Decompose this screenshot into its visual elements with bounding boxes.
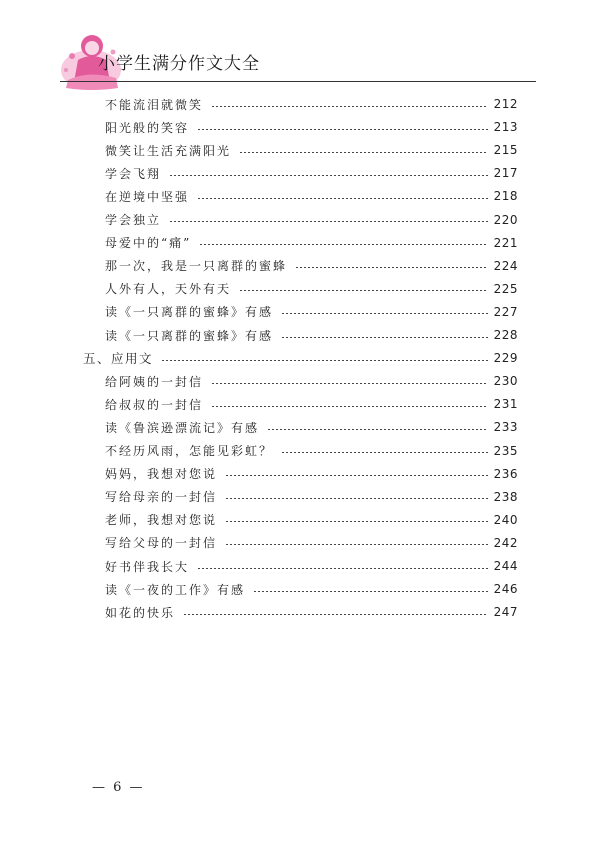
header-divider: [60, 81, 536, 82]
dot-leader: [197, 198, 488, 199]
toc-entry-title: 写给母亲的一封信: [105, 490, 218, 505]
toc-entry-title: 老师，我想对您说: [105, 513, 218, 528]
toc-entry: [105, 279, 518, 299]
toc-entry-page: 240: [493, 512, 518, 527]
toc-entry-page: 235: [493, 443, 518, 458]
dot-leader: [281, 313, 488, 314]
toc-entry-title: 读《一夜的工作》有感: [105, 582, 246, 597]
toc-entry-page: 218: [493, 189, 518, 204]
toc-entry: [105, 186, 518, 206]
dot-leader: [281, 452, 488, 453]
dot-leader: [295, 267, 488, 268]
toc-entry-page: 217: [493, 166, 518, 181]
toc-entry: [105, 487, 518, 507]
toc-entry: [105, 140, 518, 160]
toc-entry-page: 213: [493, 120, 518, 135]
toc-entry-page: 227: [493, 304, 518, 319]
toc-entry-title: 好书伴我长大: [105, 559, 190, 574]
page-number: — 6 —: [92, 780, 145, 795]
page-header: [0, 0, 595, 95]
toc-entry: [105, 464, 518, 484]
toc-entry-page: 244: [493, 559, 518, 573]
toc-entry-title: 妈妈，我想对您说: [105, 467, 218, 482]
toc-entry-title: 微笑让生活充满阳光: [105, 143, 232, 158]
dot-leader: [197, 568, 488, 569]
toc-entry: [105, 256, 518, 276]
toc-entry: [105, 233, 518, 253]
toc-entry-page: 215: [493, 143, 518, 158]
dot-leader: [197, 129, 488, 130]
toc-entry-title: 读《一只离群的蜜蜂》有感: [105, 328, 274, 343]
toc-entry-page: 225: [493, 281, 518, 296]
dot-leader: [169, 221, 488, 222]
toc-entry-title: 学会独立: [105, 213, 162, 227]
dot-leader: [211, 406, 488, 407]
toc-entry: [105, 441, 518, 461]
toc-entry-page: 212: [493, 97, 518, 111]
toc-entry: [105, 302, 518, 322]
toc-entry: [105, 163, 518, 183]
toc-entry-page: 229: [493, 351, 518, 366]
dot-leader: [225, 498, 488, 499]
toc-entry-page: 246: [493, 582, 518, 597]
toc-entry-title: 五、应用文: [83, 351, 154, 367]
toc-entry-page: 228: [493, 328, 518, 342]
toc-entry-page: 230: [493, 374, 518, 389]
toc-entry: [105, 556, 518, 576]
toc-entry-title: 写给父母的一封信: [105, 536, 218, 551]
dot-leader: [225, 475, 488, 476]
toc-entry-title: 如花的快乐: [105, 605, 176, 620]
toc-entry: [105, 210, 518, 230]
book-title: 小学生满分作文大全: [98, 54, 260, 74]
dot-leader: [239, 152, 488, 153]
dot-leader: [211, 106, 488, 107]
toc-entry-title: 阳光般的笑容: [105, 120, 190, 135]
toc-entry: [105, 510, 518, 530]
dot-leader: [169, 175, 488, 176]
toc-entry-title: 学会飞翔: [105, 166, 162, 181]
dot-leader: [225, 521, 488, 522]
toc-entry-page: 221: [493, 235, 518, 250]
toc-entry-page: 233: [493, 420, 518, 435]
toc-entry-title: 在逆境中坚强: [105, 189, 190, 204]
toc-entry-title: 母爱中的“痛”: [105, 236, 192, 251]
toc-section: [83, 348, 518, 368]
dot-leader: [239, 290, 488, 291]
toc-entry-title: 给叔叔的一封信: [105, 397, 204, 412]
toc-entry-page: 242: [493, 535, 518, 550]
toc-entry-title: 人外有人，天外有天: [105, 282, 232, 297]
toc-entry: [105, 117, 518, 137]
toc-entry-page: 224: [493, 258, 518, 273]
dot-leader: [183, 614, 488, 615]
toc-entry-title: 不经历风雨，怎能见彩虹？: [105, 444, 274, 458]
toc-entry: [105, 394, 518, 414]
toc-entry: [105, 579, 518, 599]
toc-entry-title: 读《一只离群的蜜蜂》有感: [105, 305, 274, 320]
toc-entry-page: 238: [493, 489, 518, 504]
dot-leader: [161, 360, 488, 361]
toc-entry: [105, 325, 518, 345]
toc-entry-title: 读《鲁滨逊漂流记》有感: [105, 420, 260, 435]
toc-entry-page: 231: [493, 397, 518, 412]
toc-entry-page: 247: [493, 605, 518, 620]
dot-leader: [199, 244, 487, 245]
toc-entry: [105, 533, 518, 553]
toc-entry-page: 220: [493, 212, 518, 227]
dot-leader: [267, 429, 488, 430]
dot-leader: [211, 383, 488, 384]
toc-entry: [105, 417, 518, 437]
toc-entry-title: 那一次，我是一只离群的蜜蜂: [105, 259, 288, 274]
toc-entry-page: 236: [493, 466, 518, 481]
toc-entry-title: 不能流泪就微笑: [105, 97, 204, 112]
toc-entry: [105, 371, 518, 391]
toc-entry: [105, 602, 518, 622]
toc-entry: [105, 94, 518, 114]
dot-leader: [225, 544, 488, 545]
dot-leader: [253, 591, 488, 592]
dot-leader: [281, 337, 488, 338]
toc-entry-title: 给阿姨的一封信: [105, 374, 204, 389]
